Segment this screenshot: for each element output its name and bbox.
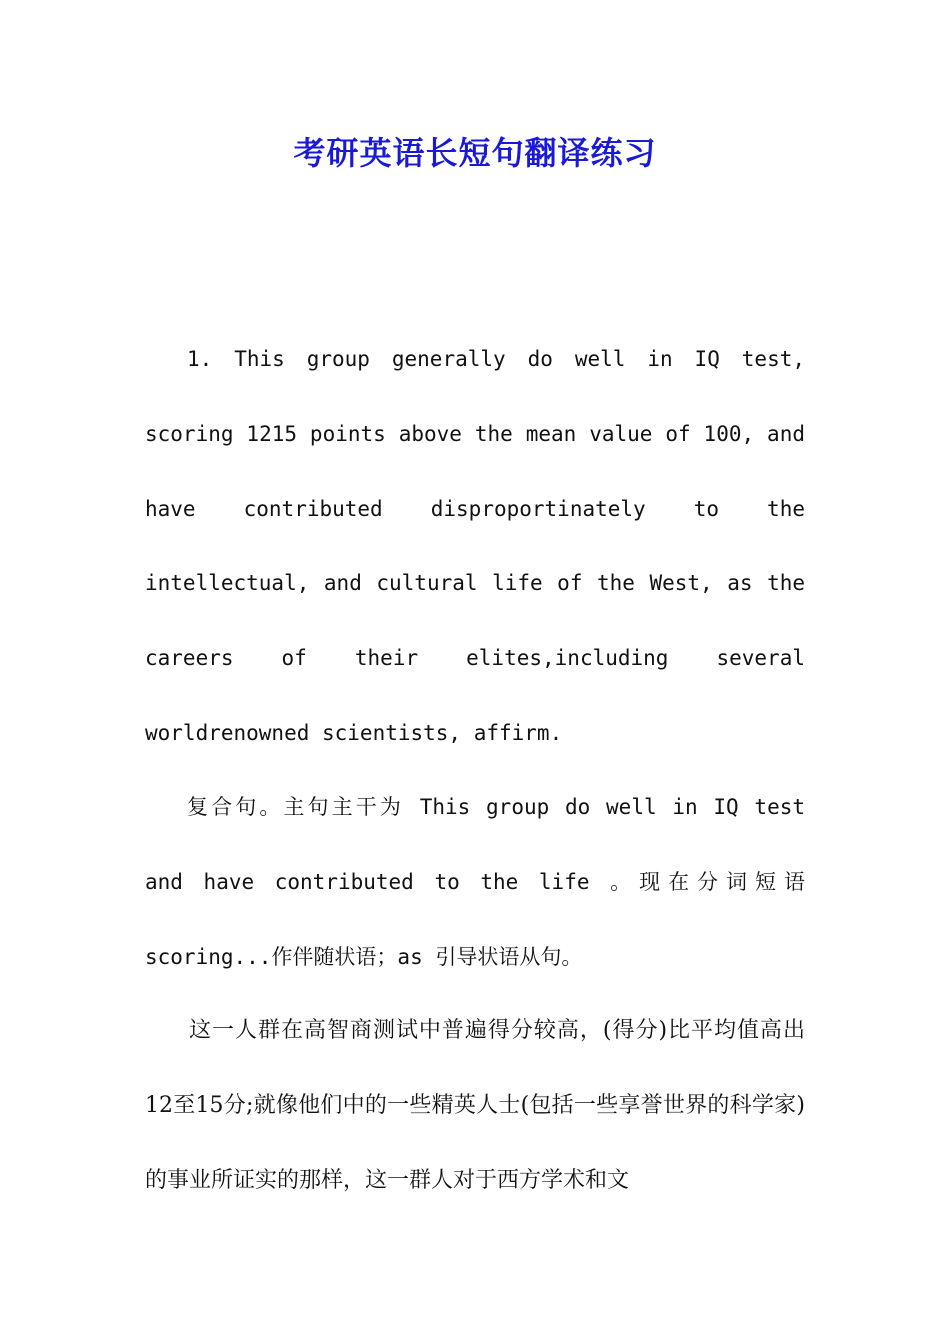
paragraph-chinese-translation: 这一人群在高智商测试中普遍得分较高，(得分)比平均值高出12至15分;就像他们中的一些精英人士(包括一些享誉世界的科学家)的事业所证实的那样，这一群人对于西方学术和文: [145, 1018, 805, 1193]
paragraph-english-sentence: 1. This group generally do well in IQ test, scoring 1215 points above the mean value of 100, and have contributed disproportinately to the intellectual, and cultural life of the West, as the careers of their elites,including several worldrenowned scientists, affirm.: [145, 347, 805, 745]
paragraph-grammar-analysis: 复合句。主句主干为 This group do well in IQ test and have contributed to the life 。现在分词短语 scoring...作伴随状语；as 引导状语从句。: [145, 795, 805, 969]
document-title: 考研英语长短句翻译练习: [293, 134, 657, 172]
